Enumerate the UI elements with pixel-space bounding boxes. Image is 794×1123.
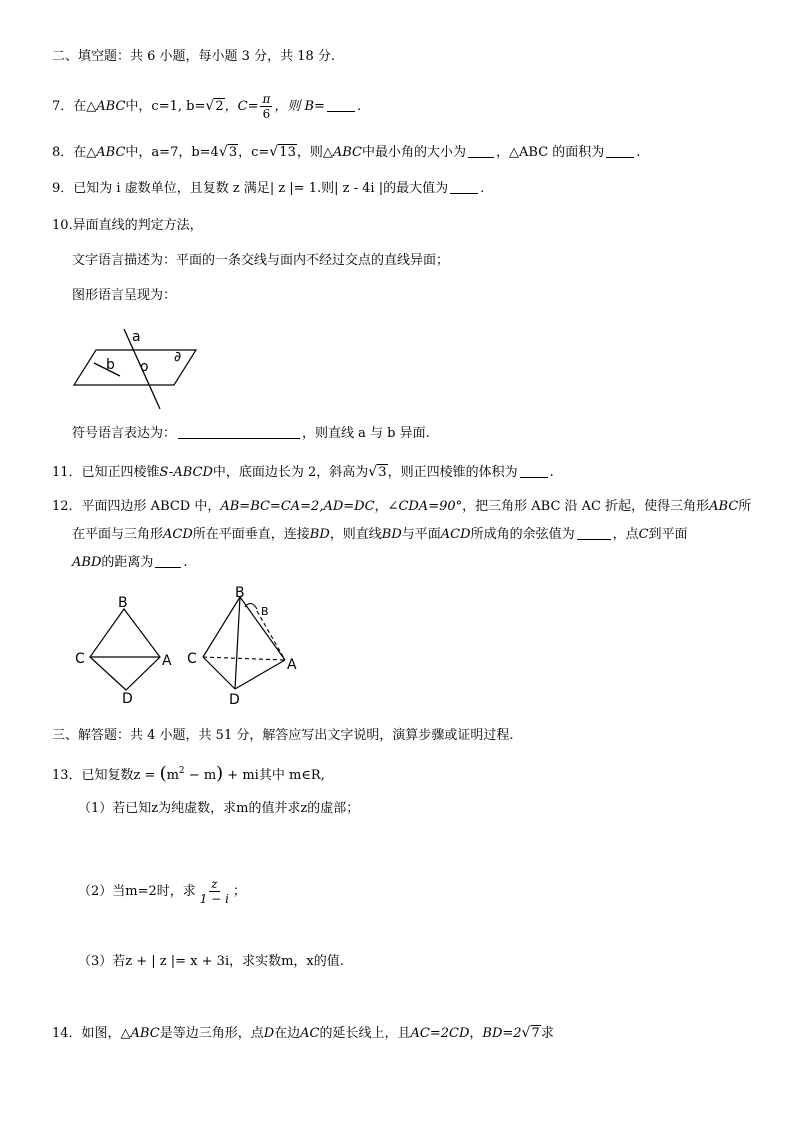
q9-answer-blank[interactable]: [450, 181, 478, 194]
question-13-stem: 13．已知复数$z = (m^2 - m)$ + mi其中 m∈R,: [52, 763, 325, 784]
label-C: C: [75, 651, 85, 667]
question-8: 8．在△ABC中，a=7，b=4√ 3，c=√ 13，则△ABC中最小角的大小为 ，△ABC 的面积为 .: [52, 144, 640, 162]
label-B-original: B: [261, 605, 269, 618]
q8-answer-blank-1[interactable]: [468, 145, 494, 158]
section-heading-solutions: 三、解答题：共 4 小题，共 51 分，解答应写出文字说明，演算步骤或证明过程.: [52, 728, 514, 743]
q14-sqrt: √ 7: [522, 1025, 541, 1043]
label-B-folded: B: [235, 585, 245, 601]
q7-mid2: ，C=: [224, 99, 259, 114]
question-12-line-2: 在平面与三角形ACD所在平面垂直，连接BD，则直线BD与平面ACD所成角的余弦值为 ，点C到平面: [72, 527, 688, 542]
question-9: 9．已知为 i 虚数单位，且复数 z 满足| z |= 1.则| z - 4i |的最大值为 .: [52, 181, 485, 196]
question-10-title: 10.异面直线的判定方法，: [52, 218, 203, 233]
quad-abcd: [90, 609, 160, 690]
label-b: b: [106, 357, 115, 373]
q11-answer-blank[interactable]: [520, 465, 548, 478]
q13-part-3: （3）若z + | z |= x + 3i，求实数m，x的值.: [78, 954, 344, 969]
label-D-folded: D: [229, 692, 240, 708]
label-A: A: [162, 653, 172, 669]
q7-mid: 中，c=1, b=: [125, 99, 206, 114]
q10-plane-figure: [70, 323, 220, 413]
label-alpha: ∂: [174, 349, 182, 365]
q12-answer-blank-2[interactable]: [155, 555, 181, 568]
q7-fraction: $\frac{\pi}{6}$: [262, 92, 271, 121]
q10-text-language: 文字语言描述为：平面的一条交线与面内不经过交点的直线异面；: [72, 253, 450, 268]
edge-bd: [235, 597, 240, 689]
q12-folded-figure: [185, 585, 305, 710]
label-D: D: [122, 691, 133, 707]
q12-flat-figure: [72, 595, 182, 710]
q10-symbol-language: 符号语言表达为： ，则直线 a 与 b 异面.: [72, 426, 430, 441]
q10-answer-blank[interactable]: [178, 426, 300, 439]
q13-part-2: （2）当m=2时，求 $\frac{z}{1 - i}$ ；: [78, 877, 246, 906]
question-11: 11．已知正四棱锥S-ABCD中，底面边长为 2，斜高为√ 3，则正四棱锥的体积为 .: [52, 464, 554, 482]
question-14: 14．如图，△ABC是等边三角形，点D在边AC的延长线上，且AC=2CD，BD=2√ 7求: [52, 1025, 554, 1043]
q11-sqrt: √ 3: [368, 464, 387, 482]
q13-part-1: （1）若已知z为纯虚数，求m的值并求z的虚部；: [78, 801, 360, 816]
q8-answer-blank-2[interactable]: [606, 145, 634, 158]
edge-ca-hidden: [203, 657, 285, 660]
label-C-folded: C: [187, 651, 197, 667]
q8-sqrt-b: √ 3: [219, 144, 238, 162]
q7-tail: ，则 B=: [274, 99, 325, 114]
label-B: B: [118, 595, 128, 611]
q7-sqrt: √ 2: [205, 98, 224, 116]
q10-graph-language: 图形语言呈现为：: [72, 288, 177, 303]
q7-num: 7．在: [52, 99, 87, 114]
q7-triangle: △ABC: [86, 99, 126, 114]
label-A-folded: A: [287, 657, 297, 673]
label-o: o: [140, 359, 149, 375]
q12-answer-blank-1[interactable]: [577, 527, 611, 540]
label-a: a: [132, 329, 141, 345]
question-12-line-3: ABD的距离为 .: [72, 555, 188, 570]
question-7: 7．在△ABC中，c=1, b=√ 2，C= $\frac{\pi}{6}$ ，则 B= .: [52, 92, 361, 121]
q9-expression: | z - 4i |: [334, 181, 384, 196]
q8-sqrt-c: √ 13: [269, 144, 297, 162]
section-heading-fill-blank: 二、填空题：共 6 小题，每小题 3 分，共 18 分.: [52, 49, 336, 64]
q13-fraction: $\frac{z}{1 - i}$: [199, 877, 229, 906]
q9-condition: | z |= 1: [269, 181, 317, 196]
question-12-line-1: 12．平面四边形 ABCD 中，AB=BC=CA=2,AD=DC，∠CDA=90°，把三角形 ABC 沿 AC 折起，使得三角形ABC所: [52, 499, 752, 514]
q7-answer-blank[interactable]: [327, 99, 355, 112]
